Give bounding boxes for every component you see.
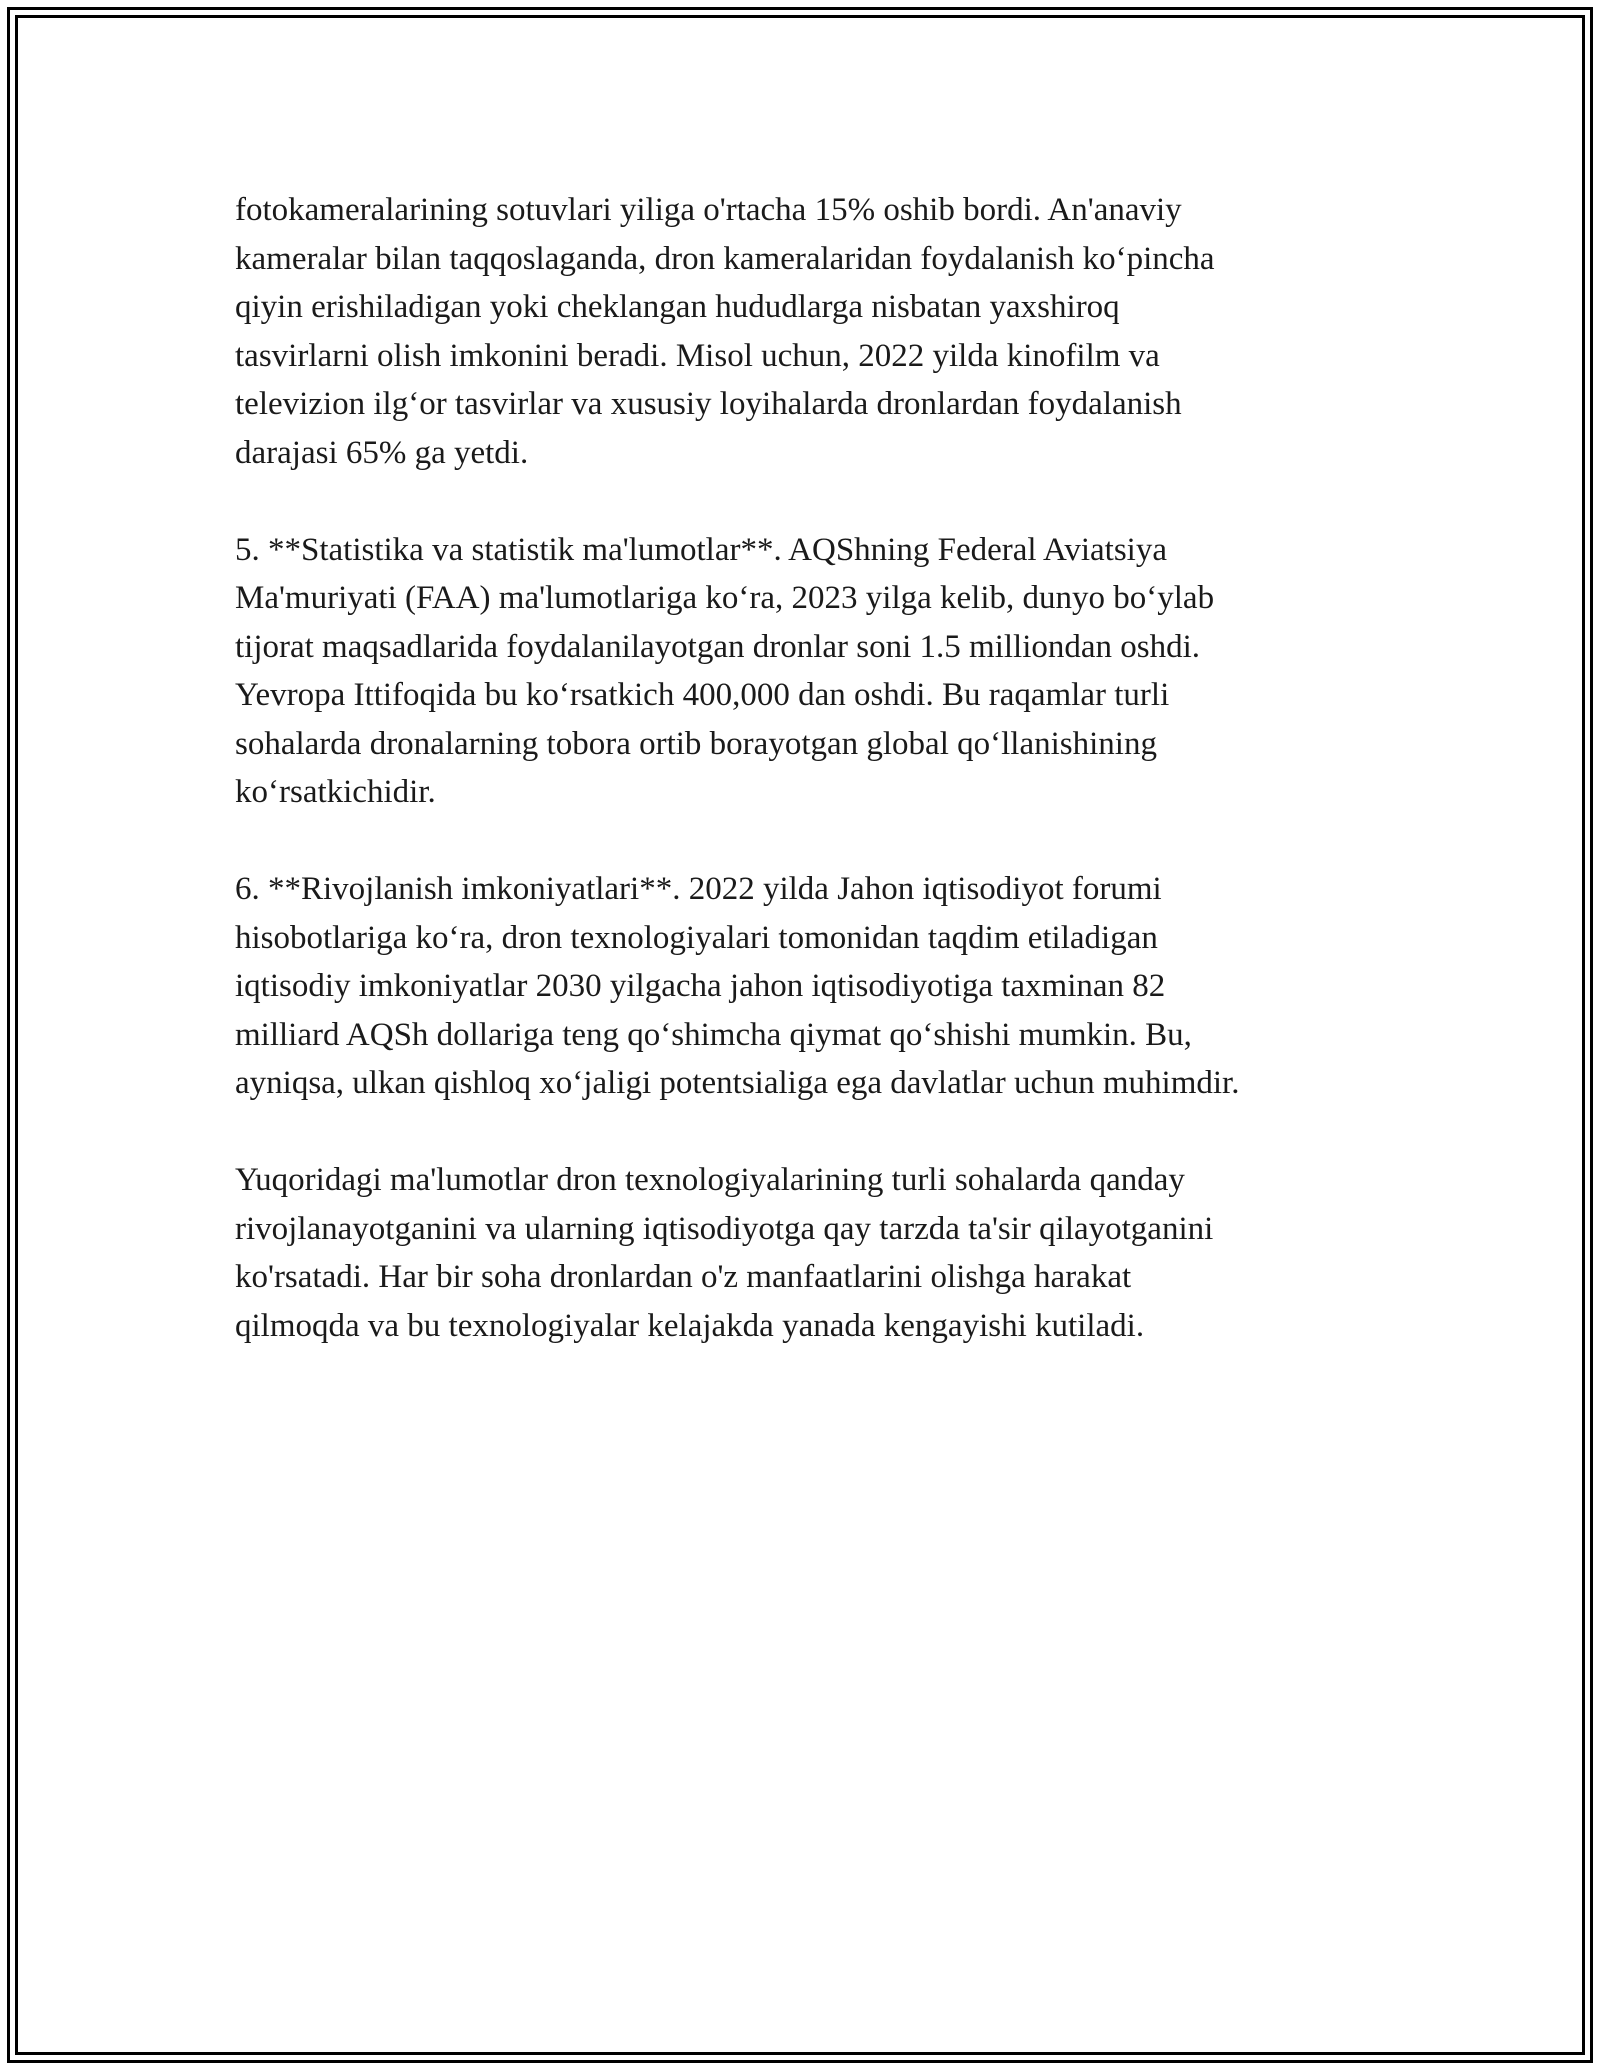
paragraph-statistics: 5. **Statistika va statistik ma'lumotlar**. AQShning Federal Aviatsiya Ma'muriyati (FAA) ma'lumotlariga ko‘ra, 2023 yilga kelib, dunyo bo‘ylab tijorat maqsadlarida foydalanilayotgan dronlar soni 1.5 milliondan oshdi. Yevropa Ittifoqida bu ko‘rsatkich 400,000 dan oshdi. Bu raqamlar turli sohalarda dronalarning tobora ortib borayotgan global qo‘llanishining ko‘rsatkichidir.	[235, 531, 1215, 810]
paragraph-development-opportunities: 6. **Rivojlanish imkoniyatlari**. 2022 yilda Jahon iqtisodiyot forumi hisobotlariga ko‘ra, dron texnologiyalari tomonidan taqdim etiladigan iqtisodiy imkoniyatlar 2030 yilgacha jahon iqtisodiyotiga taxminan 82 milliard AQSh dollariga teng qo‘shimcha qiymat qo‘shishi mumkin. Bu, ayniqsa, ulkan qishloq xo‘jaligi potentsialiga ega davlatlar uchun muhimdir.	[235, 871, 1240, 1101]
paragraph-conclusion: Yuqoridagi ma'lumotlar dron texnologiyalarining turli sohalarda qanday rivojlanayotganini va ularning iqtisodiyotga qay tarzda ta'sir qilayotganini ko'rsatadi. Har bir soha dronlardan o'z manfaatlarini olishga harakat qilmoqda va bu texnologiyalar kelajakda yanada kengayishi kutiladi.	[235, 1162, 1214, 1344]
document-body	[235, 186, 1365, 1399]
paragraph-camera-sales: fotokameralarining sotuvlari yiliga o'rtacha 15% oshib bordi. An'anaviy kameralar bilan taqqoslaganda, dron kameralaridan foydalanish ko‘pincha qiyin erishiladigan yoki cheklangan hududlarga nisbatan yaxshiroq tasvirlarni olish imkonini beradi. Misol uchun, 2022 yilda kinofilm va televizion ilg‘or tasvirlar va xususiy loyihalarda dronlardan foydalanish darajasi 65% ga yetdi.	[235, 192, 1215, 471]
